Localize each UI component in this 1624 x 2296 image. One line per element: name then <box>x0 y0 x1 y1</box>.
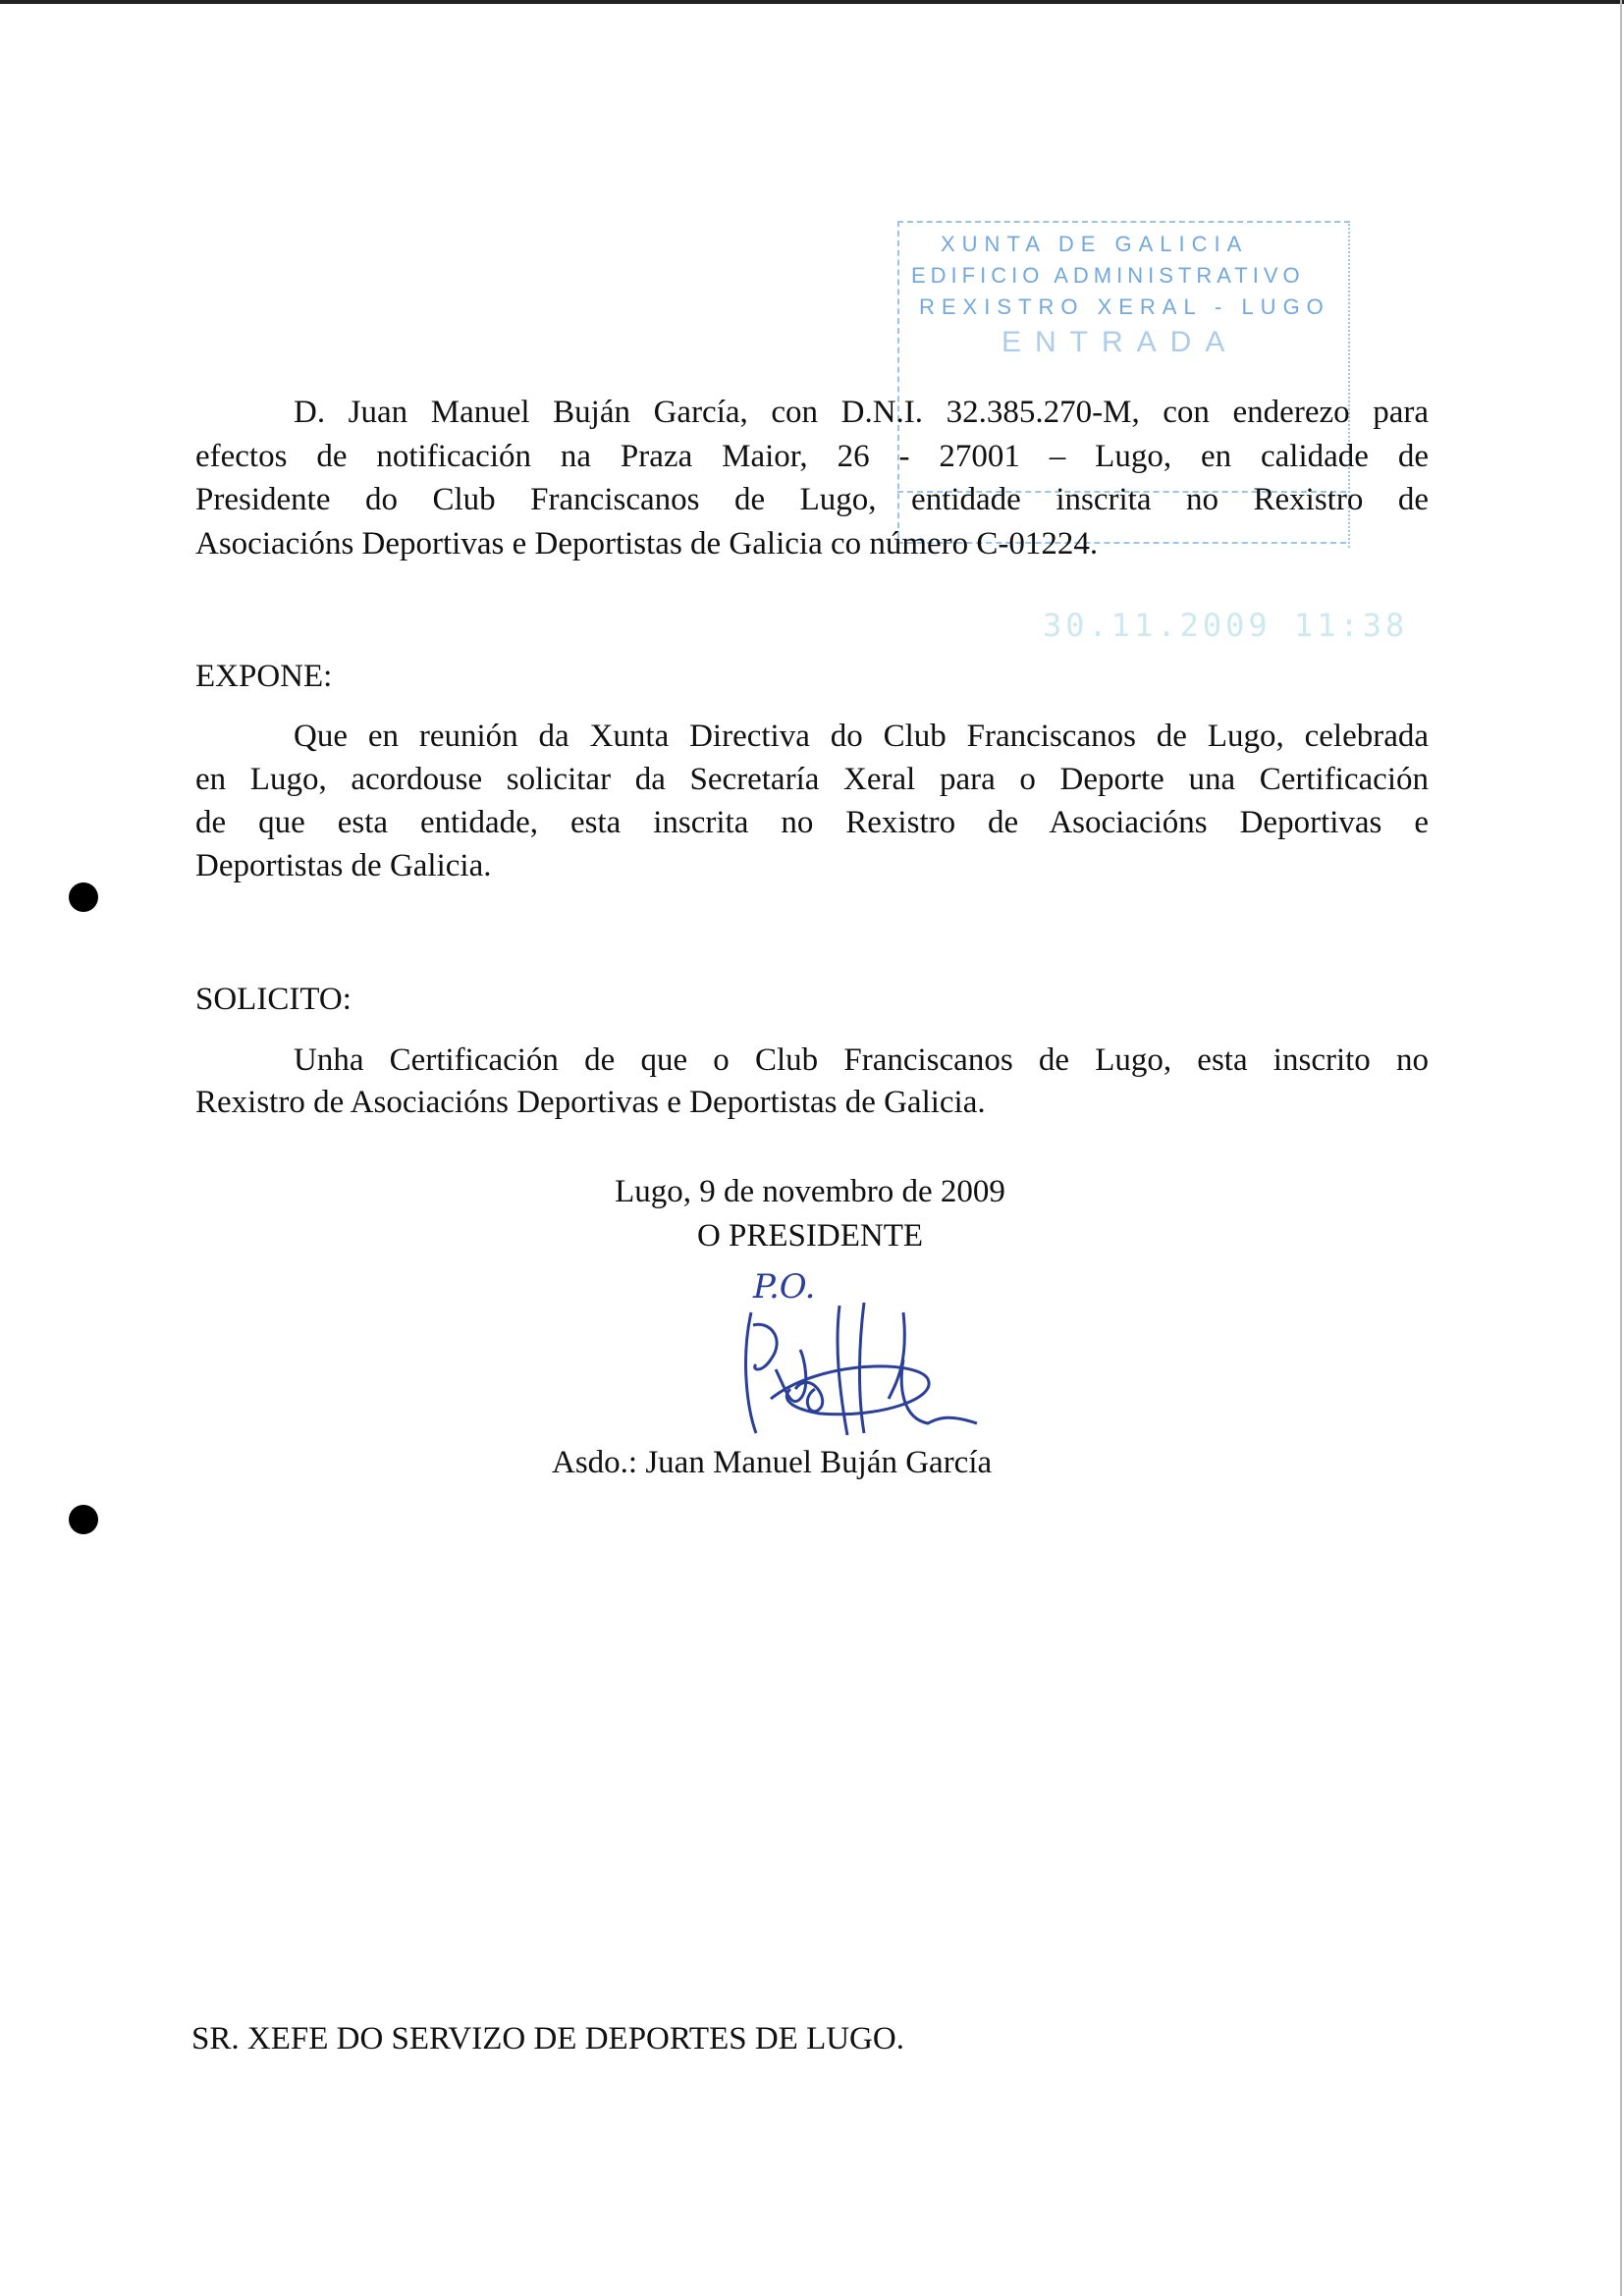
punch-hole <box>69 882 98 912</box>
signed-name: Asdo.: Juan Manuel Buján García <box>552 1445 993 1480</box>
addressee: SR. XEFE DO SERVIZO DE DEPORTES DE LUGO. <box>191 2021 904 2056</box>
solicito-line: Unha Certificación de que o Club Franciscanos de Lugo, esta inscrito no <box>294 1042 1429 1078</box>
stamp-entrada: ENTRADA <box>1001 326 1239 358</box>
signature-prefix: P.O. <box>753 1267 816 1307</box>
stamp-date: 30.11.2009 11:38 <box>1043 607 1409 644</box>
intro-line: D. Juan Manuel Buján García, con D.N.I. 32.385.270-M, con enderezo para <box>294 395 1429 430</box>
expone-line: Que en reunión da Xunta Directiva do Club Franciscanos de Lugo, celebrada <box>294 719 1429 754</box>
expone-line: Deportistas de Galicia. <box>195 848 492 883</box>
signer-role: O PRESIDENTE <box>696 1218 924 1254</box>
signature <box>731 1258 997 1439</box>
intro-line: Asociacións Deportivas e Deportistas de Galicia co número C-01224. <box>195 526 1099 561</box>
intro-line: efectos de notificación na Praza Maior, 26 - 27001 – Lugo, en calidade de <box>195 439 1429 474</box>
scan-top-edge <box>0 0 1624 4</box>
stamp-line: XUNTA DE GALICIA <box>941 232 1249 256</box>
expone-heading: EXPONE: <box>195 659 333 694</box>
place-date: Lugo, 9 de novembro de 2009 <box>615 1174 1005 1209</box>
solicito-line: Rexistro de Asociacións Deportivas e Deportistas de Galicia. <box>195 1085 986 1120</box>
scan-right-edge <box>1620 0 1622 2296</box>
stamp-line: REXISTRO XERAL - LUGO <box>919 294 1330 319</box>
stamp-line: EDIFICIO ADMINISTRATIVO <box>911 263 1305 288</box>
intro-line: Presidente do Club Franciscanos de Lugo, entidade inscrita no Rexistro de <box>195 482 1429 517</box>
punch-hole <box>69 1505 98 1534</box>
expone-line: en Lugo, acordouse solicitar da Secretaría Xeral para o Deporte una Certificación <box>195 762 1429 797</box>
expone-line: de que esta entidade, esta inscrita no Rexistro de Asociacións Deportivas e <box>195 805 1429 840</box>
solicito-heading: SOLICITO: <box>195 982 352 1017</box>
